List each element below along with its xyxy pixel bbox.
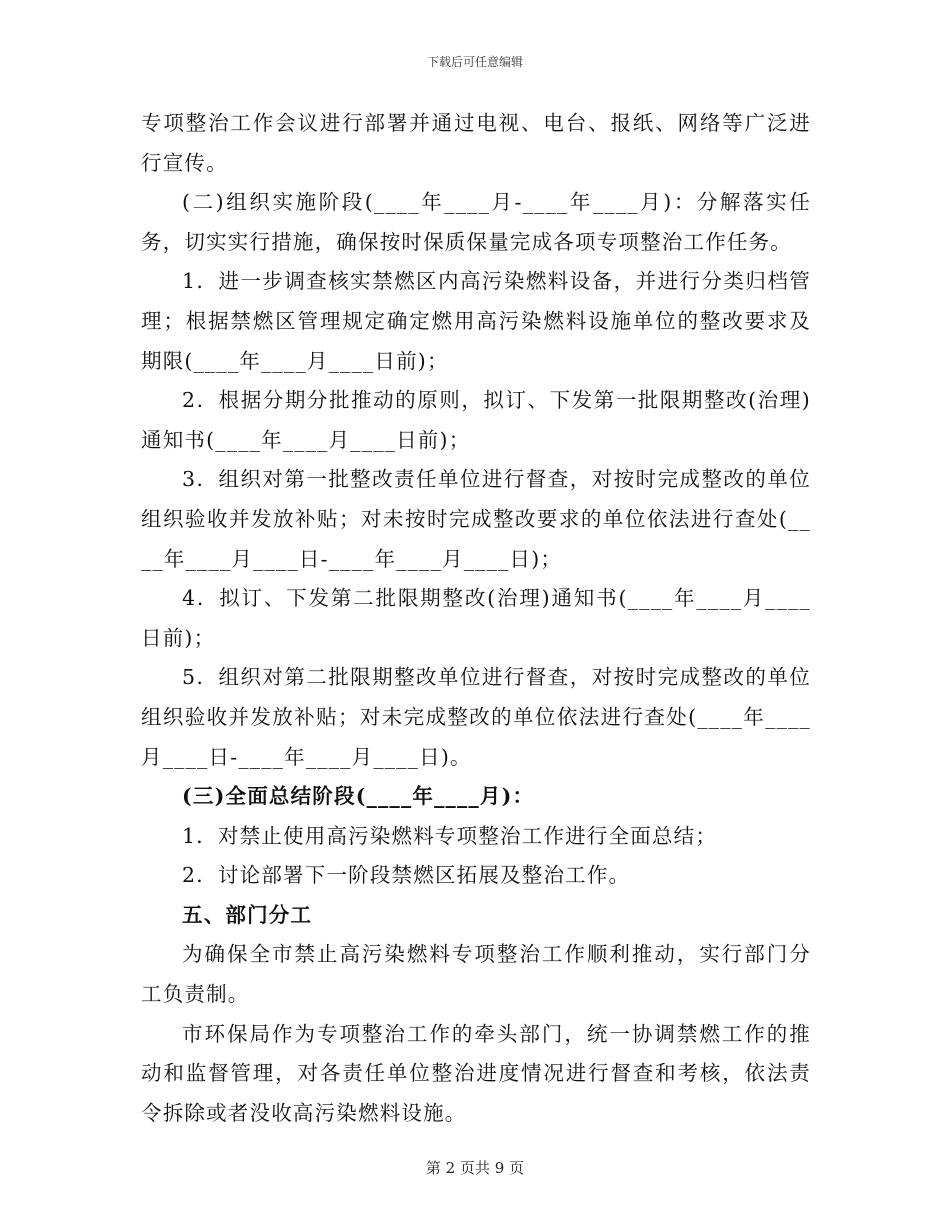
paragraph-item-1: 1．进一步调查核实禁燃区内高污染燃料设备，并进行分类归档管理；根据禁燃区管理规定确定燃用高污染燃料设施单位的整改要求及期限(____年____月____日前)； xyxy=(141,269,811,373)
section-heading-division: 五、部门分工 xyxy=(182,902,313,927)
page-footer: 第 2 页共 9 页 xyxy=(425,1159,525,1177)
paragraph-summary-2: 2．讨论部署下一阶段禁燃区拓展及整治工作。 xyxy=(182,863,631,888)
paragraph-division-intro: 为确保全市禁止高污染燃料专项整治工作顺利推动，实行部门分工负责制。 xyxy=(141,942,811,1007)
paragraph-item-2: 2．根据分期分批推动的原则，拟订、下发第一批限期整改(治理)通知书(____年____月____日前)； xyxy=(141,388,811,452)
document-body xyxy=(141,104,811,1133)
heading-stage-three: (三)全面总结阶段(____年____月)： xyxy=(182,784,535,809)
paragraph-item-5: 5．组织对第二批限期整改单位进行督查，对按时完成整改的单位组织验收并发放补贴；对未完成整改的单位依法进行查处(____年____月____日-____年____月____日)。 xyxy=(141,665,811,769)
paragraph-stage-two: (二)组织实施阶段(____年____月-____年____月)：分解落实任务，切实实行措施，确保按时保质保量完成各项专项整治工作任务。 xyxy=(141,190,811,254)
page-header: 下载后可任意编辑 xyxy=(426,55,523,69)
paragraph-summary-1: 1．对禁止使用高污染燃料专项整治工作进行全面总结； xyxy=(182,823,718,848)
paragraph-item-4: 4．拟订、下发第二批限期整改(治理)通知书(____年____月____日前)； xyxy=(141,586,811,650)
paragraph-item-3: 3．组织对第一批整改责任单位进行督查，对按时完成整改的单位组织验收并发放补贴；对未按时完成整改要求的单位依法进行查处(____年____月____日-____年____月____日)； xyxy=(141,467,811,571)
paragraph-epb-role: 市环保局作为专项整治工作的牵头部门，统一协调禁燃工作的推动和监督管理，对各责任单位整治进度情况进行督查和考核，依法责令拆除或者没收高污染燃料设施。 xyxy=(141,1021,811,1125)
paragraph-continuation: 专项整治工作会议进行部署并通过电视、电台、报纸、网络等广泛进行宣传。 xyxy=(141,111,811,175)
